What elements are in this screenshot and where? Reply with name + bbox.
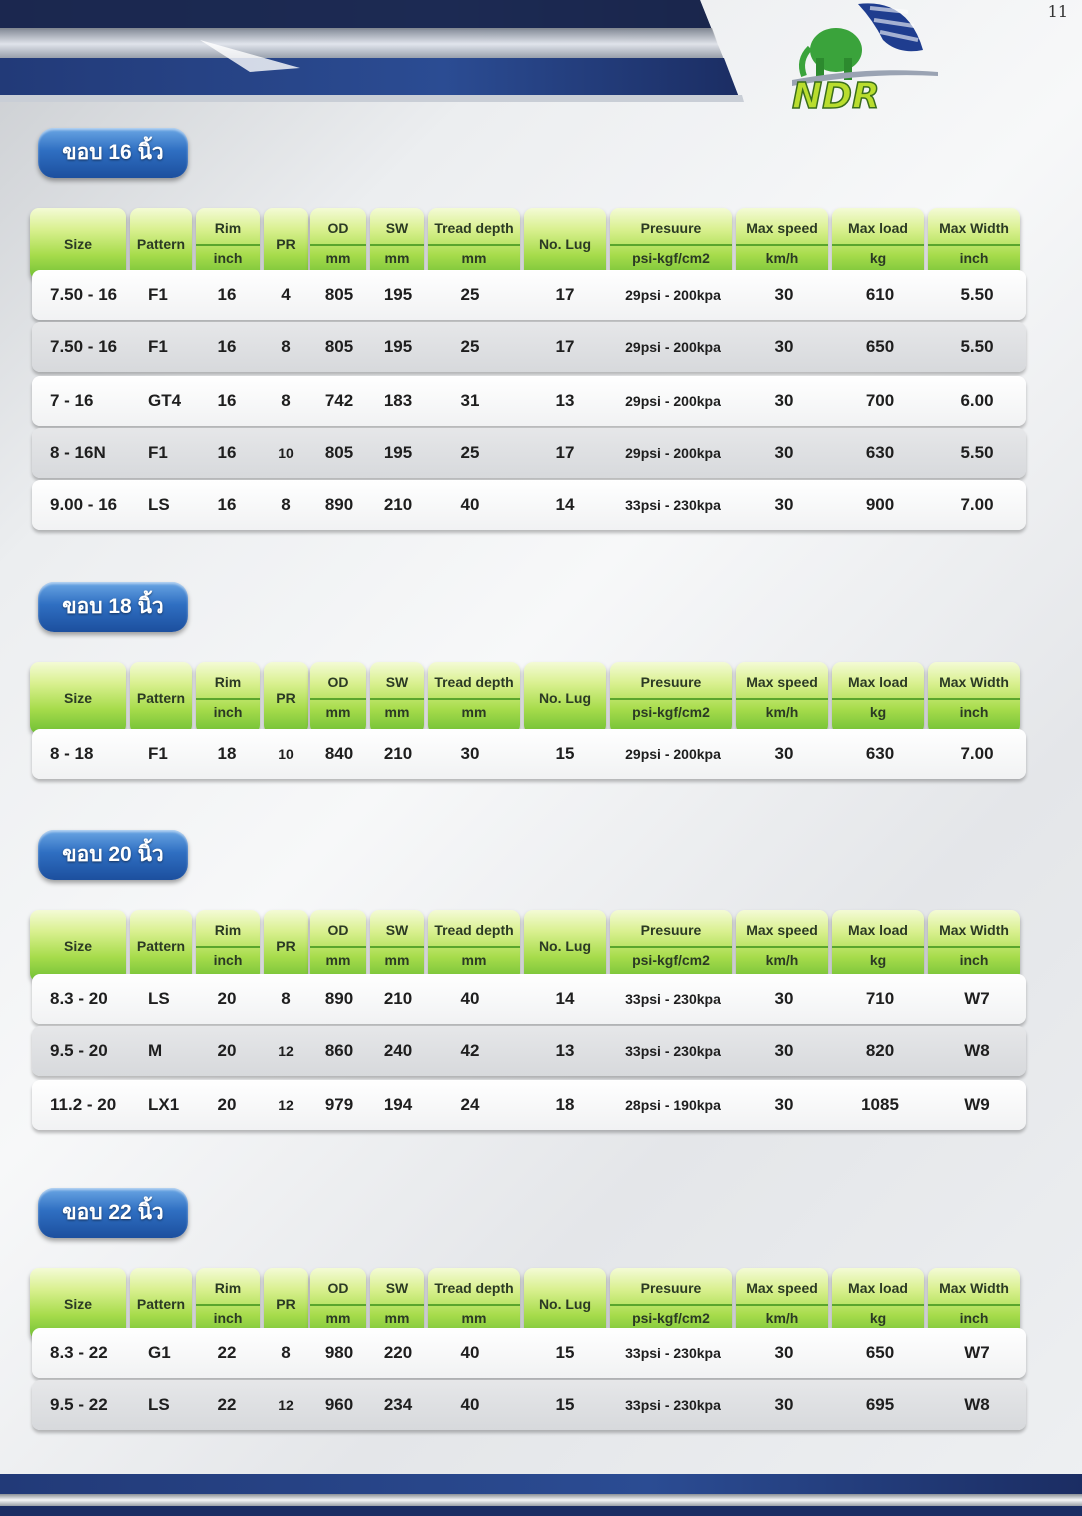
table-cell: F1 [148, 285, 168, 304]
table-cell: 33psi - 230kpa [625, 991, 721, 1007]
table-cell: 10 [278, 445, 294, 461]
column-header-label: Max speed [746, 1280, 818, 1296]
column-header-label: PR [276, 938, 296, 954]
column-header-label: No. Lug [538, 236, 592, 252]
table-cell: 8.3 - 20 [50, 989, 108, 1008]
table-cell: 17 [555, 285, 575, 304]
column-unit-label: mm [325, 1310, 351, 1326]
table-cell: 7.00 [960, 495, 994, 514]
column-header-label: Tread depth [434, 674, 514, 690]
table-cell: 900 [865, 495, 895, 514]
column-header-label: Max Width [939, 220, 1009, 236]
column-header [736, 662, 828, 734]
table-cell: LS [148, 989, 170, 1008]
column-unit-label: mm [461, 1310, 487, 1326]
table-cell: 820 [865, 1041, 895, 1060]
table-row [32, 428, 1026, 478]
table-cell: 860 [324, 1041, 354, 1060]
header-divider [610, 946, 732, 948]
table-cell: 40 [460, 495, 480, 514]
header-divider [310, 946, 366, 948]
column-header-label: Rim [214, 220, 242, 236]
table-cell: G1 [148, 1343, 171, 1362]
table-cell: 40 [460, 989, 480, 1008]
column-unit-label: psi-kgf/cm2 [632, 704, 710, 720]
table-cell: 1085 [861, 1095, 899, 1114]
column-header [130, 910, 192, 982]
table-cell: 12 [278, 1097, 294, 1113]
table-cell: 210 [383, 495, 413, 514]
table-cell: 33psi - 230kpa [625, 1397, 721, 1413]
column-header [832, 662, 924, 734]
table-cell: 30 [774, 1095, 794, 1114]
column-unit-label: km/h [765, 704, 799, 720]
table-cell: 14 [555, 989, 575, 1008]
table-cell: 28psi - 190kpa [625, 1097, 721, 1113]
column-header [736, 910, 828, 982]
header-divider [832, 698, 924, 700]
table-cell: 30 [774, 744, 794, 763]
table-cell: 9.5 - 22 [50, 1395, 108, 1414]
table-cell: 18 [555, 1095, 575, 1114]
table-cell: W8 [964, 1041, 990, 1060]
column-header-label: Pattern [136, 690, 186, 706]
table-cell: 630 [865, 443, 895, 462]
table-cell: 33psi - 230kpa [625, 1345, 721, 1361]
table-cell: 8 [281, 337, 291, 356]
column-header-label: OD [327, 922, 349, 938]
header-divider [428, 244, 520, 246]
table-cell: 12 [278, 1043, 294, 1059]
header-divider [196, 946, 260, 948]
table-cell: 890 [324, 989, 354, 1008]
table-cell: 210 [383, 989, 413, 1008]
column-header [928, 910, 1020, 982]
table-cell: 5.50 [960, 337, 994, 356]
column-header-label: Max load [848, 922, 908, 938]
table-cell: 30 [460, 744, 480, 763]
table-cell: 14 [555, 495, 575, 514]
table-cell: 650 [865, 1343, 895, 1362]
column-header-label: Rim [214, 922, 242, 938]
table-cell: 30 [774, 1343, 794, 1362]
page-number: 11 [1047, 2, 1068, 21]
table-row [32, 729, 1026, 779]
table-cell: 240 [383, 1041, 413, 1060]
column-header-label: Presuure [640, 220, 702, 236]
column-header-label: Max load [848, 220, 908, 236]
column-unit-label: inch [959, 704, 989, 720]
column-header [524, 910, 606, 982]
table-cell: 710 [865, 989, 895, 1008]
table-cell: 8 - 16N [50, 443, 106, 462]
table-cell: 4 [281, 285, 291, 304]
table-cell: 8 - 18 [50, 744, 94, 763]
column-header-label: Rim [214, 1280, 242, 1296]
table-cell: 195 [383, 285, 413, 304]
column-header [264, 662, 308, 734]
column-header-label: Pattern [136, 236, 186, 252]
column-header-label: PR [276, 690, 296, 706]
table-row [32, 1080, 1026, 1130]
header-divider [310, 1304, 366, 1306]
table-cell: 194 [383, 1095, 413, 1114]
header-divider [928, 1304, 1020, 1306]
table-cell: 742 [324, 391, 354, 410]
header-divider [832, 1304, 924, 1306]
column-header-label: No. Lug [538, 938, 592, 954]
column-unit-label: psi-kgf/cm2 [632, 952, 710, 968]
column-unit-label: mm [461, 704, 487, 720]
table-cell: 695 [865, 1395, 895, 1414]
column-header-label: Presuure [640, 674, 702, 690]
table-cell: 16 [217, 443, 237, 462]
table-cell: 25 [460, 337, 480, 356]
header-divider [928, 946, 1020, 948]
column-header [610, 662, 732, 734]
table-cell: 700 [865, 391, 895, 410]
column-header [196, 662, 260, 734]
column-unit-label: mm [461, 952, 487, 968]
table-cell: 210 [383, 744, 413, 763]
column-header [310, 662, 366, 734]
column-unit-label: km/h [765, 952, 799, 968]
table-cell: 805 [324, 337, 354, 356]
column-header-label: Pattern [136, 938, 186, 954]
column-unit-label: mm [384, 250, 410, 266]
column-header [610, 910, 732, 982]
column-unit-label: mm [384, 704, 410, 720]
table-cell: 8 [281, 989, 291, 1008]
header-divider [928, 698, 1020, 700]
table-cell: W7 [964, 1343, 990, 1362]
column-header-label: Tread depth [434, 1280, 514, 1296]
column-header [428, 910, 520, 982]
column-unit-label: inch [959, 250, 989, 266]
column-unit-label: inch [213, 250, 243, 266]
column-header [30, 662, 126, 734]
column-header [370, 662, 424, 734]
column-header-label: SW [385, 1280, 409, 1296]
header-divider [196, 244, 260, 246]
column-unit-label: mm [384, 1310, 410, 1326]
header-divider [736, 698, 828, 700]
table-cell: 5.50 [960, 285, 994, 304]
table-cell: 16 [217, 495, 237, 514]
table-cell: 40 [460, 1395, 480, 1414]
column-header-label: No. Lug [538, 1296, 592, 1312]
table-cell: 17 [555, 337, 575, 356]
table-cell: 15 [555, 744, 575, 763]
table-cell: 40 [460, 1343, 480, 1362]
header-divider [370, 946, 424, 948]
column-unit-label: inch [213, 952, 243, 968]
column-unit-label: psi-kgf/cm2 [632, 250, 710, 266]
table-cell: 20 [217, 1041, 237, 1060]
table-cell: 30 [774, 989, 794, 1008]
header-divider [428, 698, 520, 700]
table-cell: 30 [774, 495, 794, 514]
table-row [32, 376, 1026, 426]
table-cell: 8.3 - 22 [50, 1343, 108, 1362]
table-cell: 840 [324, 744, 354, 763]
column-header-label: Max load [848, 1280, 908, 1296]
table-cell: 8 [281, 495, 291, 514]
column-header [310, 910, 366, 982]
table-cell: 22 [217, 1395, 237, 1414]
column-header-label: Rim [214, 674, 242, 690]
svg-text:NDR: NDR [792, 76, 880, 115]
table-cell: 890 [324, 495, 354, 514]
bottom-banner [0, 1474, 1082, 1516]
column-header-label: Tread depth [434, 922, 514, 938]
column-header-label: Max speed [746, 922, 818, 938]
column-header-label: Max Width [939, 1280, 1009, 1296]
table-cell: 610 [865, 285, 895, 304]
table-cell: 29psi - 200kpa [625, 287, 721, 303]
table-cell: 10 [278, 746, 294, 762]
table-row [32, 270, 1026, 320]
table-cell: 16 [217, 337, 237, 356]
header-divider [832, 244, 924, 246]
column-header-label: Presuure [640, 1280, 702, 1296]
column-unit-label: kg [869, 952, 887, 968]
column-header [196, 910, 260, 982]
column-header-label: Max speed [746, 674, 818, 690]
column-unit-label: inch [959, 1310, 989, 1326]
table-cell: 22 [217, 1343, 237, 1362]
table-cell: 30 [774, 337, 794, 356]
table-cell: 195 [383, 337, 413, 356]
table-cell: 29psi - 200kpa [625, 393, 721, 409]
column-unit-label: inch [213, 1310, 243, 1326]
column-header-label: Presuure [640, 922, 702, 938]
table-header [30, 910, 1030, 982]
table-cell: 195 [383, 443, 413, 462]
ndr-logo [788, 0, 948, 115]
column-unit-label: kg [869, 1310, 887, 1326]
column-unit-label: inch [213, 704, 243, 720]
table-cell: F1 [148, 443, 168, 462]
column-header [130, 662, 192, 734]
column-header-label: Max Width [939, 674, 1009, 690]
header-divider [428, 946, 520, 948]
column-header-label: Size [63, 236, 92, 252]
table-cell: F1 [148, 744, 168, 763]
table-cell: 13 [555, 1041, 575, 1060]
table-cell: 25 [460, 443, 480, 462]
column-header-label: SW [385, 922, 409, 938]
table-cell: W7 [964, 989, 990, 1008]
column-header-label: Max speed [746, 220, 818, 236]
table-cell: 17 [555, 443, 575, 462]
column-header-label: OD [327, 674, 349, 690]
column-unit-label: mm [461, 250, 487, 266]
column-header [428, 662, 520, 734]
table-cell: 650 [865, 337, 895, 356]
table-cell: 9.00 - 16 [50, 495, 118, 514]
column-header-label: Size [63, 938, 92, 954]
table-cell: 183 [383, 391, 413, 410]
table-cell: 24 [460, 1095, 480, 1114]
table-cell: 7.50 - 16 [50, 337, 118, 356]
column-header-label: Pattern [136, 1296, 186, 1312]
column-header [30, 910, 126, 982]
table-cell: 25 [460, 285, 480, 304]
table-row [32, 480, 1026, 530]
column-header [524, 662, 606, 734]
table-cell: 20 [217, 1095, 237, 1114]
header-divider [428, 1304, 520, 1306]
column-unit-label: mm [325, 704, 351, 720]
header-divider [196, 1304, 260, 1306]
table-cell: 805 [324, 443, 354, 462]
table-cell: 11.2 - 20 [50, 1095, 117, 1114]
table-cell: 6.00 [960, 391, 994, 410]
table-cell: 30 [774, 443, 794, 462]
column-header-label: Size [63, 690, 92, 706]
column-header [370, 910, 424, 982]
table-cell: 8 [281, 1343, 291, 1362]
table-cell: 9.5 - 20 [50, 1041, 108, 1060]
table-cell: W8 [964, 1395, 990, 1414]
table-cell: 42 [460, 1041, 480, 1060]
column-header-label: OD [327, 220, 349, 236]
header-divider [370, 1304, 424, 1306]
header-divider [610, 1304, 732, 1306]
column-header [928, 662, 1020, 734]
table-cell: 18 [217, 744, 237, 763]
table-row [32, 322, 1026, 372]
table-cell: W9 [964, 1095, 990, 1114]
section-title-badge: ขอบ 16 นิ้ว [38, 128, 188, 178]
table-cell: 979 [324, 1095, 354, 1114]
table-cell: 16 [217, 285, 237, 304]
table-cell: 29psi - 200kpa [625, 445, 721, 461]
section-title-badge: ขอบ 22 นิ้ว [38, 1188, 188, 1238]
table-cell: 12 [278, 1397, 294, 1413]
column-header-label: Tread depth [434, 220, 514, 236]
table-cell: 13 [555, 391, 575, 410]
column-header-label: PR [276, 1296, 296, 1312]
header-divider [736, 244, 828, 246]
table-cell: 20 [217, 989, 237, 1008]
header-divider [370, 244, 424, 246]
table-row [32, 1380, 1026, 1430]
header-divider [310, 698, 366, 700]
table-cell: 7 - 16 [50, 391, 94, 410]
table-cell: 7.50 - 16 [50, 285, 118, 304]
column-header [264, 910, 308, 982]
table-cell: 30 [774, 391, 794, 410]
table-cell: LS [148, 495, 170, 514]
table-cell: LX1 [148, 1095, 180, 1114]
header-divider [610, 698, 732, 700]
table-cell: 30 [774, 1041, 794, 1060]
header-divider [736, 946, 828, 948]
table-cell: 980 [324, 1343, 354, 1362]
column-unit-label: mm [325, 250, 351, 266]
table-row [32, 1026, 1026, 1076]
table-cell: 29psi - 200kpa [625, 339, 721, 355]
table-cell: F1 [148, 337, 168, 356]
column-header [832, 910, 924, 982]
table-cell: M [148, 1041, 163, 1060]
header-divider [832, 946, 924, 948]
column-header-label: PR [276, 236, 296, 252]
section-title-badge: ขอบ 18 นิ้ว [38, 582, 188, 632]
table-cell: 7.00 [960, 744, 994, 763]
header-divider [928, 244, 1020, 246]
table-cell: 16 [217, 391, 237, 410]
table-cell: 960 [324, 1395, 354, 1414]
table-cell: 234 [383, 1395, 413, 1414]
table-cell: 5.50 [960, 443, 994, 462]
column-header-label: No. Lug [538, 690, 592, 706]
table-cell: 31 [460, 391, 480, 410]
table-cell: 15 [555, 1343, 575, 1362]
column-unit-label: km/h [765, 250, 799, 266]
column-unit-label: km/h [765, 1310, 799, 1326]
header-divider [310, 244, 366, 246]
column-header-label: OD [327, 1280, 349, 1296]
table-cell: 805 [324, 285, 354, 304]
column-unit-label: kg [869, 250, 887, 266]
column-header-label: SW [385, 674, 409, 690]
table-row [32, 974, 1026, 1024]
table-cell: 30 [774, 1395, 794, 1414]
column-unit-label: mm [384, 952, 410, 968]
header-divider [610, 244, 732, 246]
column-header-label: Max Width [939, 922, 1009, 938]
table-cell: 8 [281, 391, 291, 410]
column-unit-label: psi-kgf/cm2 [632, 1310, 710, 1326]
header-divider [370, 698, 424, 700]
column-unit-label: mm [325, 952, 351, 968]
table-cell: 33psi - 230kpa [625, 1043, 721, 1059]
column-unit-label: inch [959, 952, 989, 968]
header-divider [736, 1304, 828, 1306]
table-row [32, 1328, 1026, 1378]
table-cell: 30 [774, 285, 794, 304]
table-header [30, 662, 1030, 734]
header-divider [196, 698, 260, 700]
column-unit-label: kg [869, 704, 887, 720]
column-header-label: Max load [848, 674, 908, 690]
table-cell: LS [148, 1395, 170, 1414]
column-header-label: SW [385, 220, 409, 236]
section-title-badge: ขอบ 20 นิ้ว [38, 830, 188, 880]
table-cell: 29psi - 200kpa [625, 746, 721, 762]
table-cell: 220 [383, 1343, 413, 1362]
table-cell: 15 [555, 1395, 575, 1414]
table-cell: 630 [865, 744, 895, 763]
column-header-label: Size [63, 1296, 92, 1312]
table-cell: 33psi - 230kpa [625, 497, 721, 513]
table-cell: GT4 [148, 391, 182, 410]
